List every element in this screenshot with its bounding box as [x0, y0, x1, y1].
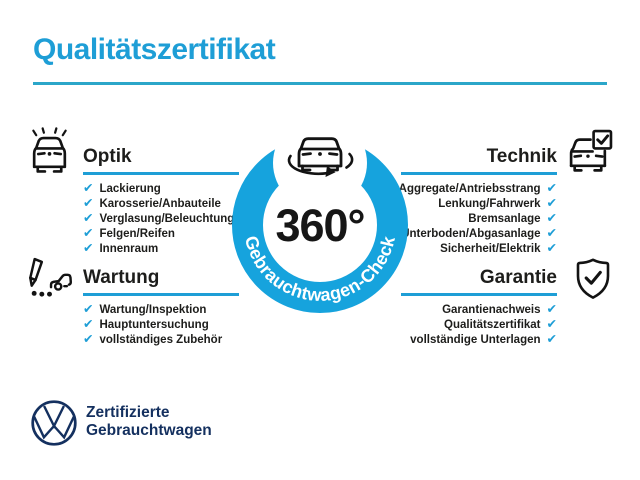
brand-claim — [86, 404, 212, 440]
checklist-item — [401, 301, 557, 316]
check-icon: ✔ — [83, 239, 94, 255]
section-divider-optik — [83, 172, 239, 175]
checklist-item — [401, 210, 557, 225]
checklist-item-label: Hauptuntersuchung — [99, 318, 209, 331]
checklist-item-label: Bremsanlage — [468, 212, 541, 225]
section-technik — [398, 146, 557, 255]
check-icon: ✔ — [546, 330, 557, 346]
checklist-item — [83, 240, 239, 255]
ring-notch — [273, 116, 367, 210]
checklist-item — [83, 195, 239, 210]
checklist-item — [83, 180, 239, 195]
section-title-optik: Optik — [83, 146, 132, 167]
section-divider-wartung — [83, 293, 239, 296]
checklist-item — [83, 331, 239, 346]
car-shine-icon — [26, 127, 73, 174]
checklist-garantie — [401, 301, 557, 346]
brand-claim-line1: Zertifizierte — [86, 404, 170, 421]
checklist-item — [401, 331, 557, 346]
checklist-item-label: Aggregate/Antriebsstrang — [398, 182, 541, 195]
check-icon: ✔ — [83, 179, 94, 195]
checklist-item-label: Lackierung — [99, 182, 161, 195]
shield-check-icon — [573, 257, 613, 301]
check-icon: ✔ — [546, 209, 557, 225]
checklist-item-label: Wartung/Inspektion — [99, 303, 207, 316]
check-icon: ✔ — [83, 330, 94, 346]
check-icon: ✔ — [83, 209, 94, 225]
section-garantie — [401, 267, 557, 346]
section-title-garantie: Garantie — [479, 267, 557, 288]
checklist-item-label: Karosserie/Anbauteile — [99, 197, 221, 210]
car-checkbox-icon — [566, 129, 613, 176]
check-icon: ✔ — [546, 194, 557, 210]
check-icon: ✔ — [546, 239, 557, 255]
checklist-optik — [83, 180, 239, 255]
check-icon: ✔ — [83, 194, 94, 210]
title-divider — [33, 82, 607, 85]
check-icon: ✔ — [546, 224, 557, 240]
checklist-item-label: Unterboden/Abgasanlage — [401, 227, 541, 240]
checklist-item-label: Lenkung/Fahrwerk — [438, 197, 541, 210]
check-icon: ✔ — [546, 315, 557, 331]
section-title-wartung: Wartung — [83, 267, 160, 288]
checklist-item-label: Qualitätszertifikat — [444, 318, 541, 331]
checklist-item — [401, 316, 557, 331]
checklist-item — [398, 179, 557, 195]
checklist-item-label: Felgen/Reifen — [99, 227, 175, 240]
checklist-item-label: vollständige Unterlagen — [410, 333, 541, 346]
section-wartung — [83, 267, 239, 346]
ring-label: Gebrauchtwagen-Check — [240, 233, 399, 306]
checklist-technik — [398, 179, 557, 255]
check-icon: ✔ — [83, 315, 94, 331]
checklist-item-label: Sicherheit/Elektrik — [440, 242, 541, 255]
check-icon: ✔ — [83, 224, 94, 240]
checklist-item — [83, 316, 239, 331]
section-optik — [83, 146, 239, 255]
check-icon: ✔ — [546, 300, 557, 316]
section-title-technik: Technik — [486, 146, 557, 167]
checklist-item-label: vollständiges Zubehör — [99, 333, 223, 346]
checklist-item — [83, 301, 239, 316]
vw-logo — [30, 399, 78, 447]
page-title: Qualitätszertifikat — [33, 33, 276, 66]
section-divider-garantie — [401, 293, 557, 296]
checklist-item — [401, 195, 557, 210]
360-check-badge — [218, 112, 422, 334]
brand-claim-line2: Gebrauchtwagen — [86, 422, 212, 439]
checklist-item — [83, 225, 239, 240]
section-divider-technik — [401, 172, 557, 175]
checklist-item — [401, 225, 557, 240]
check-icon: ✔ — [546, 179, 557, 195]
service-checklist-icon — [27, 256, 72, 301]
check-icon: ✔ — [83, 300, 94, 316]
checklist-item-label: Garantienachweis — [442, 303, 541, 316]
checklist-wartung — [83, 301, 239, 346]
checklist-item-label: Verglasung/Beleuchtung — [99, 212, 235, 225]
checklist-item — [401, 240, 557, 255]
checklist-item-label: Innenraum — [99, 242, 159, 255]
degree-label: 360° — [275, 200, 365, 251]
checklist-item — [83, 210, 239, 225]
